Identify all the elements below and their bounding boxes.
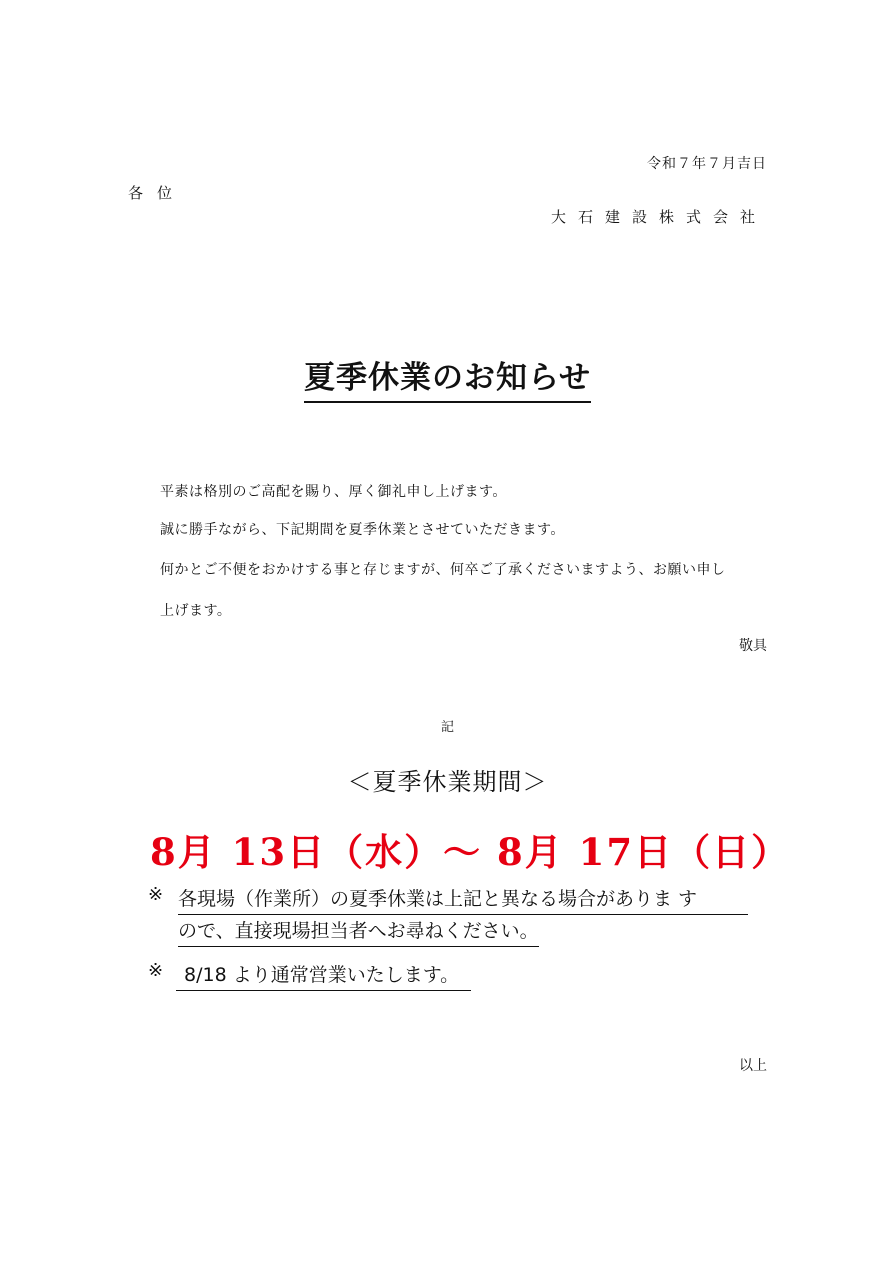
body-line-2: 誠に勝手ながら、下記期間を夏季休業とさせていただきます。	[160, 522, 565, 538]
notice-title: 夏季休業のお知らせ	[304, 352, 591, 403]
company-name: 大石建設株式会社	[550, 208, 767, 226]
holiday-period-dates: 8月 13日（水）～ 8月 17日（日）	[150, 830, 791, 874]
closing-keigu: 敬具	[739, 638, 767, 654]
addressee: 各位	[128, 184, 187, 202]
issue-date: 令和７年７月吉日	[647, 156, 767, 172]
note-1-line-1: 各現場（作業所）の夏季休業は上記と異なる場合がありま す	[178, 884, 748, 915]
note-2-text: 8/18 より通常営業いたします。	[176, 960, 471, 991]
body-line-3: 何かとご不便をおかけする事と存じますが、何卒ご了承くださいますよう、お願い申し	[160, 562, 726, 578]
notice-title-wrapper	[0, 352, 895, 403]
note-1-mark: ※	[148, 884, 164, 905]
body-line-1: 平素は格別のご高配を賜り、厚く御礼申し上げます。	[160, 484, 507, 500]
end-mark: 以上	[739, 1058, 767, 1074]
period-heading: ＜夏季休業期間＞	[347, 768, 548, 796]
note-2-mark: ※	[148, 960, 164, 981]
body-line-4: 上げます。	[160, 603, 232, 619]
note-1-line-2: ので、直接現場担当者へお尋ねください。	[178, 916, 539, 947]
record-marker: 記	[440, 720, 454, 735]
